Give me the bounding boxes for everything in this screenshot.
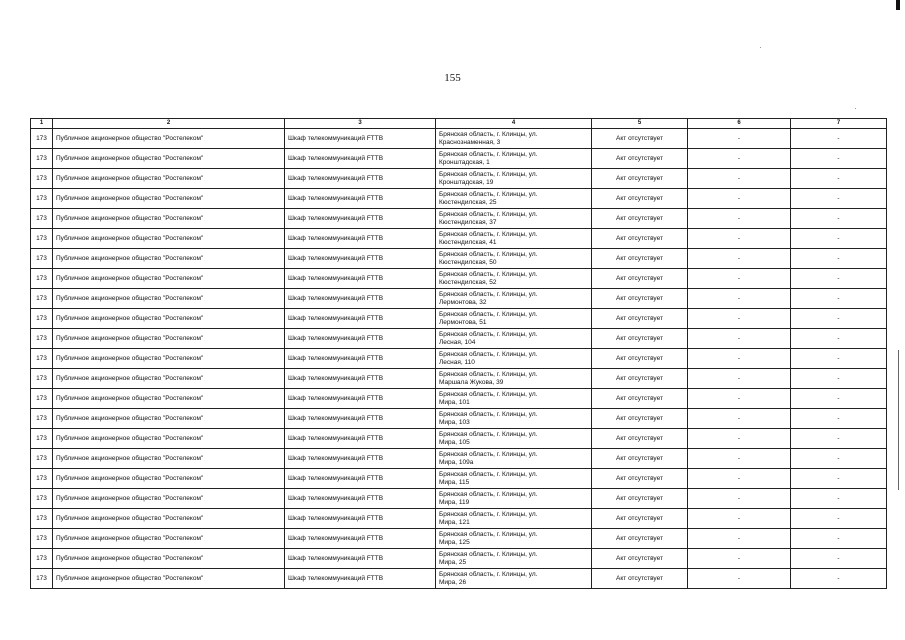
address-line-1: Брянская область, г. Клинцы, ул. xyxy=(439,491,538,498)
organization-cell: Публичное акционерное общество "Ростелеком" xyxy=(53,309,285,329)
row-number-cell: 173 xyxy=(31,249,53,269)
column-7-cell: - xyxy=(791,429,887,449)
table-row xyxy=(31,329,887,349)
column-7-cell: - xyxy=(791,509,887,529)
address-cell xyxy=(436,289,592,309)
column-6-cell: - xyxy=(688,349,791,369)
column-6-cell: - xyxy=(688,369,791,389)
column-7-cell: - xyxy=(791,329,887,349)
row-number-cell: 173 xyxy=(31,389,53,409)
column-7-cell: - xyxy=(791,449,887,469)
address-cell xyxy=(436,369,592,389)
act-status-cell: Акт отсутствует xyxy=(592,229,688,249)
object-cell: Шкаф телекоммуникаций FTTB xyxy=(285,229,436,249)
column-7-cell: - xyxy=(791,489,887,509)
page-number: 155 xyxy=(444,72,461,84)
column-7-cell: - xyxy=(791,149,887,169)
table-row xyxy=(31,169,887,189)
address-line-1: Брянская область, г. Клинцы, ул. xyxy=(439,511,538,518)
act-status-cell: Акт отсутствует xyxy=(592,209,688,229)
row-number-cell: 173 xyxy=(31,209,53,229)
act-status-cell: Акт отсутствует xyxy=(592,429,688,449)
row-number-cell: 173 xyxy=(31,309,53,329)
row-number-cell: 173 xyxy=(31,469,53,489)
column-6-cell: - xyxy=(688,469,791,489)
row-number-cell: 173 xyxy=(31,169,53,189)
address-cell xyxy=(436,149,592,169)
column-6-cell: - xyxy=(688,169,791,189)
act-status-cell: Акт отсутствует xyxy=(592,469,688,489)
column-7-cell: - xyxy=(791,289,887,309)
column-header-6: 6 xyxy=(688,119,791,129)
organization-cell: Публичное акционерное общество "Ростелеком" xyxy=(53,229,285,249)
object-cell: Шкаф телекоммуникаций FTTB xyxy=(285,529,436,549)
column-6-cell: - xyxy=(688,209,791,229)
address-cell xyxy=(436,409,592,429)
column-6-cell: - xyxy=(688,229,791,249)
column-6-cell: - xyxy=(688,149,791,169)
column-header-3: 3 xyxy=(285,119,436,129)
address-cell xyxy=(436,129,592,149)
organization-cell: Публичное акционерное общество "Ростелеком" xyxy=(53,429,285,449)
address-line-1: Брянская область, г. Клинцы, ул. xyxy=(439,151,538,158)
address-line-2: Кронштадская, 1 xyxy=(439,158,490,166)
organization-cell: Публичное акционерное общество "Ростелеком" xyxy=(53,389,285,409)
organization-cell: Публичное акционерное общество "Ростелеком" xyxy=(53,269,285,289)
column-7-cell: - xyxy=(791,549,887,569)
column-6-cell: - xyxy=(688,429,791,449)
column-7-cell: - xyxy=(791,309,887,329)
organization-cell: Публичное акционерное общество "Ростелеком" xyxy=(53,409,285,429)
column-7-cell: - xyxy=(791,249,887,269)
address-cell xyxy=(436,209,592,229)
table-row xyxy=(31,529,887,549)
organization-cell: Публичное акционерное общество "Ростелеком" xyxy=(53,209,285,229)
table-row xyxy=(31,209,887,229)
object-cell: Шкаф телекоммуникаций FTTB xyxy=(285,189,436,209)
object-cell: Шкаф телекоммуникаций FTTB xyxy=(285,169,436,189)
table-row xyxy=(31,409,887,429)
address-line-1: Брянская область, г. Клинцы, ул. xyxy=(439,331,538,338)
object-cell: Шкаф телекоммуникаций FTTB xyxy=(285,449,436,469)
address-line-2: Кюстендилская, 50 xyxy=(439,258,497,266)
act-status-cell: Акт отсутствует xyxy=(592,369,688,389)
row-number-cell: 173 xyxy=(31,269,53,289)
address-line-1: Брянская область, г. Клинцы, ул. xyxy=(439,531,538,538)
object-cell: Шкаф телекоммуникаций FTTB xyxy=(285,149,436,169)
address-line-1: Брянская область, г. Клинцы, ул. xyxy=(439,411,538,418)
object-cell: Шкаф телекоммуникаций FTTB xyxy=(285,309,436,329)
object-cell: Шкаф телекоммуникаций FTTB xyxy=(285,349,436,369)
row-number-cell: 173 xyxy=(31,229,53,249)
address-line-1: Брянская область, г. Клинцы, ул. xyxy=(439,571,538,578)
act-status-cell: Акт отсутствует xyxy=(592,329,688,349)
address-cell xyxy=(436,169,592,189)
scan-speck xyxy=(855,108,856,109)
organization-cell: Публичное акционерное общество "Ростелеком" xyxy=(53,129,285,149)
column-7-cell: - xyxy=(791,269,887,289)
object-cell: Шкаф телекоммуникаций FTTB xyxy=(285,509,436,529)
object-cell: Шкаф телекоммуникаций FTTB xyxy=(285,369,436,389)
address-line-2: Кронштадская, 19 xyxy=(439,178,494,186)
act-status-cell: Акт отсутствует xyxy=(592,149,688,169)
act-status-cell: Акт отсутствует xyxy=(592,129,688,149)
act-status-cell: Акт отсутствует xyxy=(592,349,688,369)
organization-cell: Публичное акционерное общество "Ростелеком" xyxy=(53,569,285,589)
table-row xyxy=(31,229,887,249)
address-line-2: Краснознаменная, 3 xyxy=(439,138,501,146)
address-line-1: Брянская область, г. Клинцы, ул. xyxy=(439,311,538,318)
row-number-cell: 173 xyxy=(31,129,53,149)
row-number-cell: 173 xyxy=(31,149,53,169)
table-row xyxy=(31,389,887,409)
act-status-cell: Акт отсутствует xyxy=(592,389,688,409)
table-row xyxy=(31,549,887,569)
row-number-cell: 173 xyxy=(31,529,53,549)
table-row xyxy=(31,129,887,149)
scan-edge-mark xyxy=(896,0,900,10)
organization-cell: Публичное акционерное общество "Ростелеком" xyxy=(53,449,285,469)
table-row xyxy=(31,249,887,269)
column-7-cell: - xyxy=(791,569,887,589)
address-line-1: Брянская область, г. Клинцы, ул. xyxy=(439,351,538,358)
column-7-cell: - xyxy=(791,129,887,149)
column-header-5: 5 xyxy=(592,119,688,129)
address-line-1: Брянская область, г. Клинцы, ул. xyxy=(439,211,538,218)
column-7-cell: - xyxy=(791,529,887,549)
organization-cell: Публичное акционерное общество "Ростелеком" xyxy=(53,189,285,209)
column-7-cell: - xyxy=(791,349,887,369)
table-row xyxy=(31,369,887,389)
column-7-cell: - xyxy=(791,169,887,189)
row-number-cell: 173 xyxy=(31,489,53,509)
address-line-2: Маршала Жукова, 39 xyxy=(439,378,504,386)
column-6-cell: - xyxy=(688,409,791,429)
object-cell: Шкаф телекоммуникаций FTTB xyxy=(285,289,436,309)
object-cell: Шкаф телекоммуникаций FTTB xyxy=(285,329,436,349)
table-row xyxy=(31,469,887,489)
row-number-cell: 173 xyxy=(31,369,53,389)
scan-edge-line xyxy=(898,350,899,490)
act-status-cell: Акт отсутствует xyxy=(592,409,688,429)
address-line-1: Брянская область, г. Клинцы, ул. xyxy=(439,391,538,398)
address-line-1: Брянская область, г. Клинцы, ул. xyxy=(439,251,538,258)
address-line-2: Мира, 109а xyxy=(439,458,474,466)
address-line-2: Мира, 25 xyxy=(439,558,467,566)
act-status-cell: Акт отсутствует xyxy=(592,309,688,329)
address-line-1: Брянская область, г. Клинцы, ул. xyxy=(439,471,538,478)
table-row xyxy=(31,449,887,469)
organization-cell: Публичное акционерное общество "Ростелеком" xyxy=(53,289,285,309)
organization-cell: Публичное акционерное общество "Ростелеком" xyxy=(53,529,285,549)
address-line-1: Брянская область, г. Клинцы, ул. xyxy=(439,551,538,558)
table-row xyxy=(31,149,887,169)
column-header-1: 1 xyxy=(31,119,53,129)
row-number-cell: 173 xyxy=(31,429,53,449)
column-6-cell: - xyxy=(688,489,791,509)
address-cell xyxy=(436,269,592,289)
organization-cell: Публичное акционерное общество "Ростелеком" xyxy=(53,489,285,509)
address-line-1: Брянская область, г. Клинцы, ул. xyxy=(439,231,538,238)
column-header-4: 4 xyxy=(436,119,592,129)
column-6-cell: - xyxy=(688,309,791,329)
header-row xyxy=(31,119,887,129)
column-7-cell: - xyxy=(791,209,887,229)
row-number-cell: 173 xyxy=(31,509,53,529)
address-line-2: Мира, 115 xyxy=(439,478,470,486)
address-line-2: Мира, 103 xyxy=(439,418,470,426)
address-line-1: Брянская область, г. Клинцы, ул. xyxy=(439,291,538,298)
column-7-cell: - xyxy=(791,409,887,429)
row-number-cell: 173 xyxy=(31,329,53,349)
column-6-cell: - xyxy=(688,289,791,309)
object-cell: Шкаф телекоммуникаций FTTB xyxy=(285,409,436,429)
row-number-cell: 173 xyxy=(31,549,53,569)
address-line-2: Кюстендилская, 37 xyxy=(439,218,497,226)
organization-cell: Публичное акционерное общество "Ростелеком" xyxy=(53,509,285,529)
object-cell: Шкаф телекоммуникаций FTTB xyxy=(285,469,436,489)
address-line-1: Брянская область, г. Клинцы, ул. xyxy=(439,171,538,178)
address-line-1: Брянская область, г. Клинцы, ул. xyxy=(439,271,538,278)
address-line-2: Кюстендилская, 52 xyxy=(439,278,497,286)
row-number-cell: 173 xyxy=(31,449,53,469)
table-row xyxy=(31,489,887,509)
address-line-2: Мира, 105 xyxy=(439,438,470,446)
organization-cell: Публичное акционерное общество "Ростелеком" xyxy=(53,169,285,189)
address-cell xyxy=(436,309,592,329)
table-row xyxy=(31,569,887,589)
address-line-2: Лермонтова, 32 xyxy=(439,298,487,306)
address-line-1: Брянская область, г. Клинцы, ул. xyxy=(439,451,538,458)
address-cell xyxy=(436,329,592,349)
address-line-2: Кюстендилская, 41 xyxy=(439,238,497,246)
act-status-cell: Акт отсутствует xyxy=(592,449,688,469)
column-7-cell: - xyxy=(791,469,887,489)
table-row xyxy=(31,269,887,289)
object-cell: Шкаф телекоммуникаций FTTB xyxy=(285,569,436,589)
column-6-cell: - xyxy=(688,569,791,589)
address-line-2: Мира, 119 xyxy=(439,498,470,506)
address-cell xyxy=(436,229,592,249)
act-status-cell: Акт отсутствует xyxy=(592,569,688,589)
column-7-cell: - xyxy=(791,389,887,409)
object-cell: Шкаф телекоммуникаций FTTB xyxy=(285,249,436,269)
address-cell xyxy=(436,549,592,569)
organization-cell: Публичное акционерное общество "Ростелеком" xyxy=(53,549,285,569)
object-cell: Шкаф телекоммуникаций FTTB xyxy=(285,429,436,449)
register-table xyxy=(30,118,887,589)
act-status-cell: Акт отсутствует xyxy=(592,169,688,189)
table-row xyxy=(31,289,887,309)
act-status-cell: Акт отсутствует xyxy=(592,549,688,569)
object-cell: Шкаф телекоммуникаций FTTB xyxy=(285,549,436,569)
address-line-2: Лесная, 104 xyxy=(439,338,476,346)
address-cell xyxy=(436,449,592,469)
address-cell xyxy=(436,249,592,269)
column-6-cell: - xyxy=(688,509,791,529)
row-number-cell: 173 xyxy=(31,189,53,209)
address-line-2: Лермонтова, 51 xyxy=(439,318,487,326)
table-row xyxy=(31,189,887,209)
address-line-1: Брянская область, г. Клинцы, ул. xyxy=(439,191,538,198)
organization-cell: Публичное акционерное общество "Ростелеком" xyxy=(53,329,285,349)
act-status-cell: Акт отсутствует xyxy=(592,509,688,529)
table-row xyxy=(31,429,887,449)
address-cell xyxy=(436,349,592,369)
organization-cell: Публичное акционерное общество "Ростелеком" xyxy=(53,469,285,489)
organization-cell: Публичное акционерное общество "Ростелеком" xyxy=(53,249,285,269)
address-line-2: Мира, 125 xyxy=(439,538,470,546)
column-6-cell: - xyxy=(688,189,791,209)
act-status-cell: Акт отсутствует xyxy=(592,269,688,289)
column-7-cell: - xyxy=(791,229,887,249)
address-line-1: Брянская область, г. Клинцы, ул. xyxy=(439,431,538,438)
address-line-2: Мира, 121 xyxy=(439,518,470,526)
address-line-2: Мира, 26 xyxy=(439,578,467,586)
table-row xyxy=(31,309,887,329)
organization-cell: Публичное акционерное общество "Ростелеком" xyxy=(53,349,285,369)
address-cell xyxy=(436,529,592,549)
organization-cell: Публичное акционерное общество "Ростелеком" xyxy=(53,369,285,389)
organization-cell: Публичное акционерное общество "Ростелеком" xyxy=(53,149,285,169)
row-number-cell: 173 xyxy=(31,569,53,589)
column-6-cell: - xyxy=(688,269,791,289)
address-line-1: Брянская область, г. Клинцы, ул. xyxy=(439,131,538,138)
scan-speck xyxy=(760,47,761,48)
column-6-cell: - xyxy=(688,549,791,569)
row-number-cell: 173 xyxy=(31,289,53,309)
table-header xyxy=(31,119,887,129)
row-number-cell: 173 xyxy=(31,409,53,429)
column-6-cell: - xyxy=(688,449,791,469)
address-cell xyxy=(436,489,592,509)
address-cell xyxy=(436,569,592,589)
act-status-cell: Акт отсутствует xyxy=(592,189,688,209)
row-number-cell: 173 xyxy=(31,349,53,369)
column-6-cell: - xyxy=(688,389,791,409)
object-cell: Шкаф телекоммуникаций FTTB xyxy=(285,129,436,149)
object-cell: Шкаф телекоммуникаций FTTB xyxy=(285,489,436,509)
address-line-2: Мира, 101 xyxy=(439,398,470,406)
column-6-cell: - xyxy=(688,529,791,549)
column-header-7: 7 xyxy=(791,119,887,129)
act-status-cell: Акт отсутствует xyxy=(592,489,688,509)
address-line-2: Кюстендилская, 25 xyxy=(439,198,497,206)
address-line-1: Брянская область, г. Клинцы, ул. xyxy=(439,371,538,378)
column-6-cell: - xyxy=(688,129,791,149)
column-6-cell: - xyxy=(688,329,791,349)
table-row xyxy=(31,509,887,529)
table-body xyxy=(31,129,887,589)
column-header-2: 2 xyxy=(53,119,285,129)
act-status-cell: Акт отсутствует xyxy=(592,289,688,309)
table-row xyxy=(31,349,887,369)
object-cell: Шкаф телекоммуникаций FTTB xyxy=(285,209,436,229)
object-cell: Шкаф телекоммуникаций FTTB xyxy=(285,269,436,289)
column-7-cell: - xyxy=(791,189,887,209)
address-cell xyxy=(436,189,592,209)
act-status-cell: Акт отсутствует xyxy=(592,249,688,269)
object-cell: Шкаф телекоммуникаций FTTB xyxy=(285,389,436,409)
act-status-cell: Акт отсутствует xyxy=(592,529,688,549)
address-cell xyxy=(436,509,592,529)
column-6-cell: - xyxy=(688,249,791,269)
column-7-cell: - xyxy=(791,369,887,389)
address-cell xyxy=(436,429,592,449)
address-line-2: Лесная, 110 xyxy=(439,358,475,366)
address-cell xyxy=(436,469,592,489)
address-cell xyxy=(436,389,592,409)
